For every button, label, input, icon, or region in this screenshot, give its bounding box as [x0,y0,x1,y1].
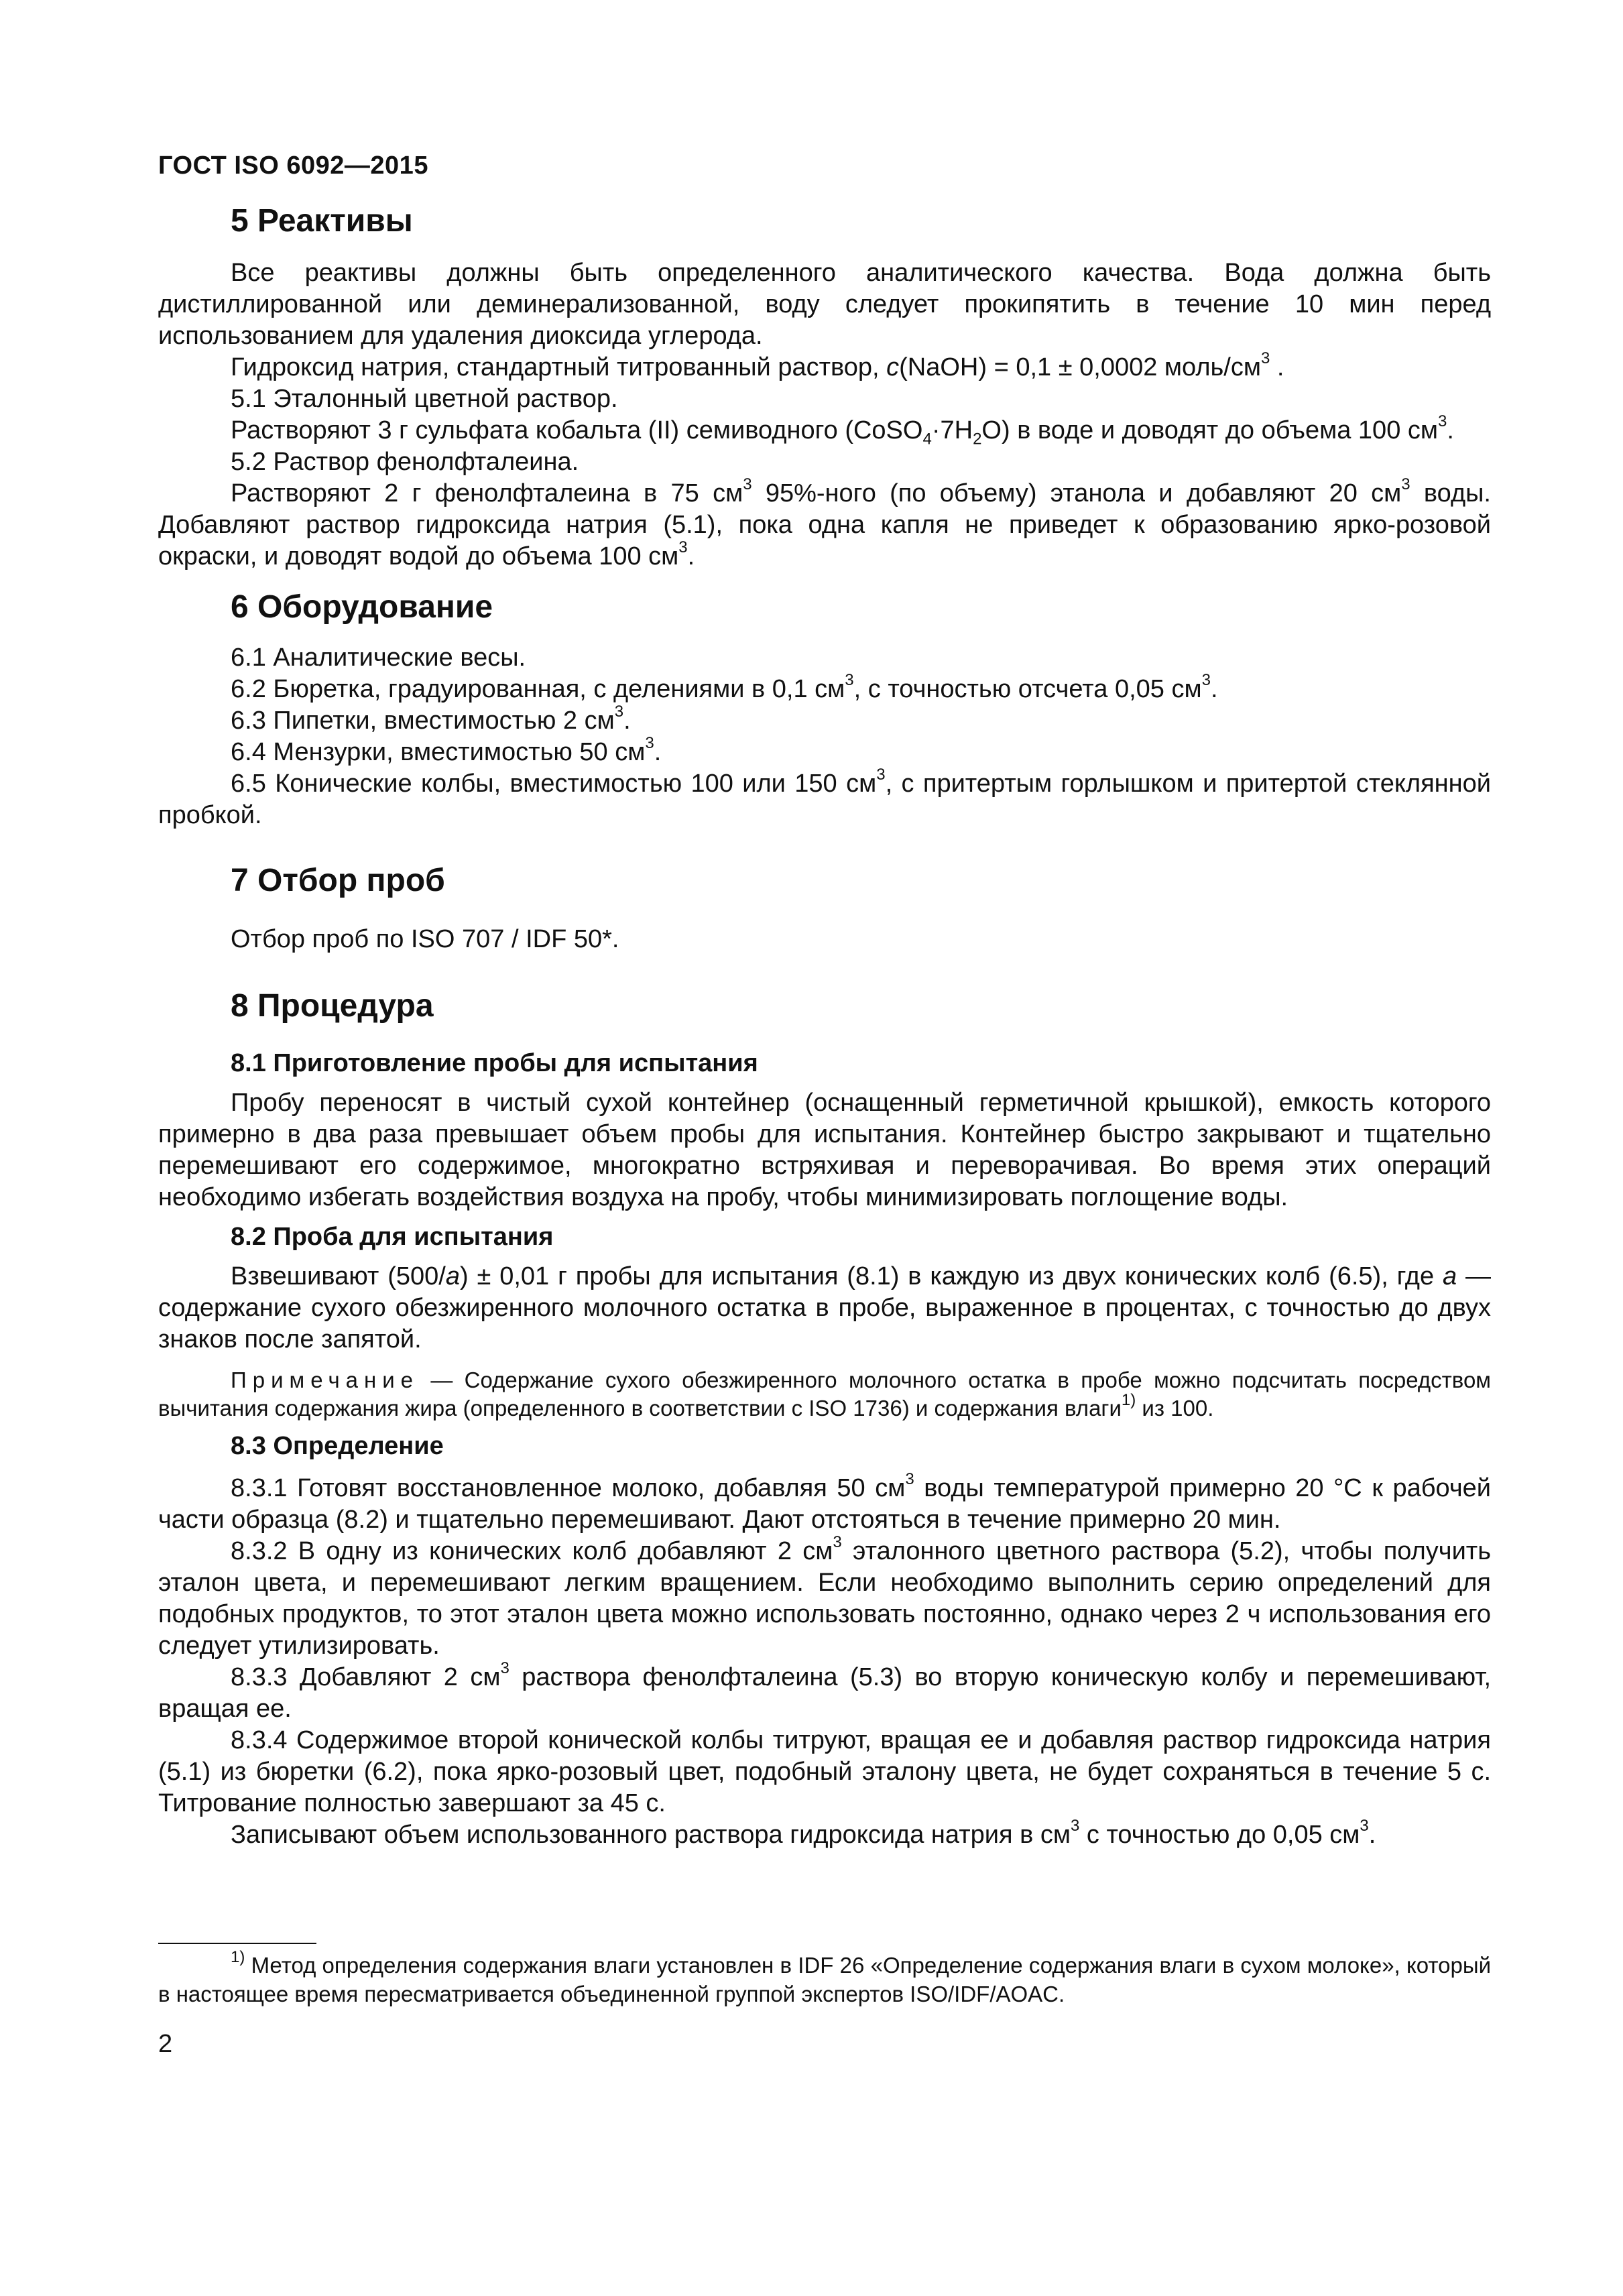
note-paragraph: Примечание — Содержание сухого обезжиренного молочного остатка в пробе можно подсчитать посредством вычитания содержания жира (определенного в соответствии с ISO 1736) и содержания влаги$^{1)}$ из 100. [158,1368,1491,1421]
sec8-2-paragraph: Взвешивают (500/a) ± 0,01 г пробы для испытания (8.1) в каждую из двух конических колб (6.5), где a — содержание сухого обезжиренного молочного остатка в пробе, выраженное в процентах, с точностью до двух знаков после запятой. [158,1262,1491,1353]
footnote: $^{1)}$ Метод определения содержания влаги установлен в IDF 26 «Определение содержания влаги в сухом молоке», который в настоящее время пересматривается объединенной группой экспертов ISO/IDF/AOAC. [158,1948,1491,2006]
note-label: Примечание [231,1368,420,1392]
sec5-paragraph-1: Все реактивы должны быть определенного аналитического качества. Вода должна быть дистиллированной или деминерализованной, воду следует прокипятить в течение 10 мин перед использованием для удаления диоксида углерода. [158,259,1491,350]
sec5-item-5-1: 5.1 Эталонный цветной раствор. [231,385,618,413]
sec8-3-1-paragraph: 8.3.1 Готовят восстановленное молоко, добавляя 50 $см^3$ воды температурой примерно 20 °С к рабочей части образца (8.2) и тщательно перемешивают. Дают отстояться в течение примерно 20 мин. [158,1470,1491,1534]
page-number: 2 [158,2030,173,2058]
sec8-3-2-paragraph: 8.3.2 В одну из конических колб добавляют 2 $см^3$ эталонного цветного раствора (5.2), чтобы получить эталон цвета, и перемешивают легким вращением. Если необходимо выполнить серию определений для подобных продуктов, то этот эталон цвета можно использовать постоянно, однако через 2 ч использования его следует утилизировать. [158,1533,1491,1660]
section-6-heading: 6 Оборудование [231,589,493,625]
subsection-8-3-heading: 8.3 Определение [231,1432,444,1460]
section-5-heading: 5 Реактивы [231,203,413,239]
sec6-item-6-4: 6.4 Мензурки, вместимостью 50 $см^3$. [231,734,662,766]
sec8-3-record-paragraph: Записывают объем использованного раствора гидроксида натрия в $см^3$ с точностью до 0,05 $см^3$. [231,1817,1376,1849]
sec8-1-paragraph: Пробу переносят в чистый сухой контейнер (оснащенный герметичной крышкой), емкость которого примерно в два раза превышает объем пробы для испытания. Контейнер быстро закрывают и тщательно перемешивают его содержимое, многократно встряхивая и переворачивая. Во время этих операций необходимо избегать воздействия воздуха на пробу, чтобы минимизировать поглощение воды. [158,1089,1491,1211]
sec5-item-5-2: 5.2 Раствор фенолфталеина. [231,448,579,476]
sec8-3-4-paragraph: 8.3.4 Содержимое второй конической колбы титруют, вращая ее и добавляя раствор гидроксида натрия (5.1) из бюретки (6.2), пока ярко-розовый цвет, подобный эталону цвета, не будет сохраняться в течение 5 с. Титрование полностью завершают за 45 с. [158,1726,1491,1817]
sec5-paragraph-2: Гидроксид натрия, стандартный титрованный раствор, c(NaOH) = 0,1 ± 0,0002 моль/$см^3$ . [231,349,1284,381]
footnote-divider [158,1943,316,1944]
sec6-item-6-1: 6.1 Аналитические весы. [231,644,526,672]
document-designation: ГОСТ ISO 6092—2015 [158,152,428,180]
sec5-paragraph-cobalt: Растворяют 3 г сульфата кобальта (II) семиводного $(CoSO_4\cdot 7H_2O)$ в воде и доводят до объема 100 $см^3$. [231,412,1454,448]
page-content [158,201,1491,1851]
subsection-8-1-heading: 8.1 Приготовление пробы для испытания [231,1049,758,1077]
sec6-item-6-3: 6.3 Пипетки, вместимостью 2 $см^3$. [231,703,631,735]
sec8-3-3-paragraph: 8.3.3 Добавляют 2 $см^3$ раствора фенолфталеина (5.3) во вторую коническую колбу и перемешивают, вращая ее. [158,1659,1491,1723]
subsection-8-2-heading: 8.2 Проба для испытания [231,1223,554,1251]
sec6-item-6-5: 6.5 Конические колбы, вместимостью 100 или 150 $см^3$, с притертым горлышком и притертой стеклянной пробкой. [158,766,1492,829]
sec5-paragraph-phenolphthalein: Растворяют 2 г фенолфталеина в 75 $см^3$ 95%-ного (по объему) этанола и добавляют 20 $см^3$ воды. Добавляют раствор гидроксида натрия (5.1), пока одна капля не приведет к образованию ярко-розовой окраски, и доводят водой до объема 100 $см^3$. [158,475,1491,570]
sec7-paragraph: Отбор проб по ISO 707 / IDF 50*. [231,925,619,953]
sec6-item-6-2: 6.2 Бюретка, градуированная, с делениями в 0,1 $см^3$, с точностью отсчета 0,05 $см^3$. [231,671,1218,703]
section-8-heading: 8 Процедура [231,988,434,1024]
section-7-heading: 7 Отбор проб [231,863,445,898]
footnote-marker: 1) [231,1948,245,1966]
